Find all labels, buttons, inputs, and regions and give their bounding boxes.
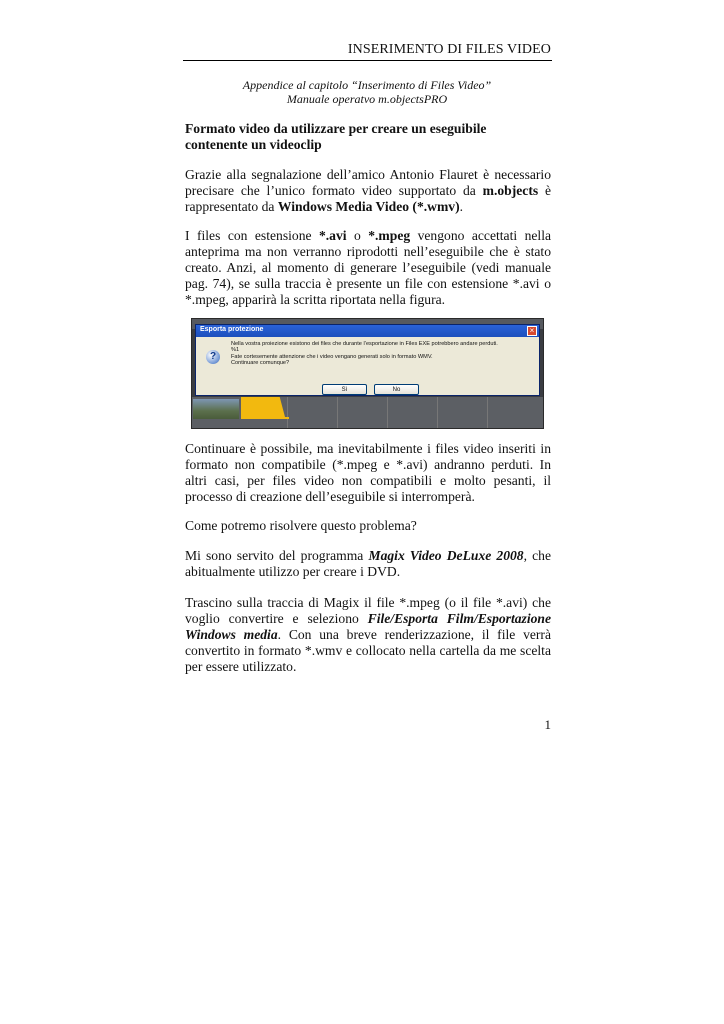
page-number: 1 xyxy=(544,717,551,732)
question-icon: ? xyxy=(206,350,220,364)
timeline-gridline xyxy=(437,397,438,428)
p6-text-1: Trascino sulla traccia di Magix il file *.mpeg (o il file *.avi) che voglio convertire e seleziono xyxy=(185,595,551,626)
timeline-thumbnail xyxy=(193,399,239,419)
paragraph-1 xyxy=(185,167,551,215)
p2-text-1: I files con estensione xyxy=(185,228,319,243)
p1-text-3: . xyxy=(459,199,464,214)
timeline-gridline xyxy=(287,397,288,428)
p1-bold-2: Windows Media Video (*.wmv) xyxy=(277,199,460,214)
subtitle-line-2: Manuale operatvo m.objectsPRO xyxy=(286,92,448,106)
paragraph-4: Come potremo risolvere questo problema? xyxy=(185,518,417,533)
p6-text-2: . Con una breve renderizzazione, il file verrà convertito in formato *.wmv e collocato nella cartella da me scelta per essere utilizzato. xyxy=(185,627,551,674)
p5-text-2: , che abitualmente utilizzo per creare i DVD. xyxy=(185,548,551,579)
timeline-clip xyxy=(241,397,285,417)
yes-button[interactable]: Sì xyxy=(322,384,367,395)
running-header: INSERIMENTO DI FILES VIDEO xyxy=(347,42,551,57)
p5-program-name: Magix Video DeLuxe 2008 xyxy=(368,548,524,563)
timeline-gridline xyxy=(487,397,488,428)
dialog-message-line: %1 xyxy=(231,347,240,354)
paragraph-5 xyxy=(185,548,551,580)
dialog-message xyxy=(231,341,498,367)
dialog-message-line: Continuare comunque? xyxy=(231,360,290,367)
p2-bold-1: *.avi xyxy=(318,228,347,243)
paragraph-3: Continuare è possibile, ma inevitabilmente i files video inseriti in formato non compatibile (*.mpeg e *.avi) andranno perduti. In altri casi, per files video non compatibili e molto pesanti, il processo di creazione dell’eseguibile si interromperà. xyxy=(185,441,551,504)
p1-text-1: Grazie alla segnalazione dell’amico Antonio Flauret è necessario precisare che l’unico formato video supportato da xyxy=(185,167,551,198)
p2-text-3: vengono accettati nella anteprima ma non verranno riprodotti nell’eseguibile che è stato creato. Anzi, al momento di generare l’eseguibile (vedi manuale pag. 74), se sulla traccia è presente un file con estensione *.avi o *.mpeg, apparirà la scritta riportata nella figura. xyxy=(185,228,551,307)
p5-text-1: Mi sono servito del programma xyxy=(185,548,369,563)
dialog-titlebar xyxy=(196,325,539,337)
no-button[interactable]: No xyxy=(374,384,419,395)
paragraph-6 xyxy=(185,595,551,675)
dialog-screenshot-figure xyxy=(191,318,544,429)
dialog-message-line: Nella vostra proiezione esistono dei files che durante l’esportazione in Files EXE potrebbero andare perduti. xyxy=(231,341,498,347)
dialog-title: Esporta protezione xyxy=(200,326,264,333)
p2-bold-2: *.mpeg xyxy=(368,228,411,243)
p6-menu-path: File/Esporta Film/Esportazione Windows media xyxy=(185,611,551,642)
appendix-subtitle xyxy=(183,78,551,106)
section-heading: Formato video da utilizzare per creare un eseguibile contenente un videoclip xyxy=(185,121,487,152)
subtitle-line-1: Appendice al capitolo “Inserimento di Files Video” xyxy=(242,78,492,92)
p1-text-2: è rappresentato da xyxy=(185,183,551,214)
timeline-clip-underline xyxy=(241,417,289,419)
header-rule xyxy=(183,60,552,61)
paragraph-2 xyxy=(185,228,551,308)
p2-text-2: o xyxy=(346,228,369,243)
timeline-gridline xyxy=(337,397,338,428)
close-icon[interactable]: × xyxy=(527,326,537,336)
p1-bold-1: m.objects xyxy=(482,183,539,198)
export-protection-dialog xyxy=(195,324,540,396)
timeline-gridline xyxy=(387,397,388,428)
dialog-message-line: Fate cortesemente attenzione che i video vengano generati solo in formato WMV. xyxy=(231,353,433,360)
